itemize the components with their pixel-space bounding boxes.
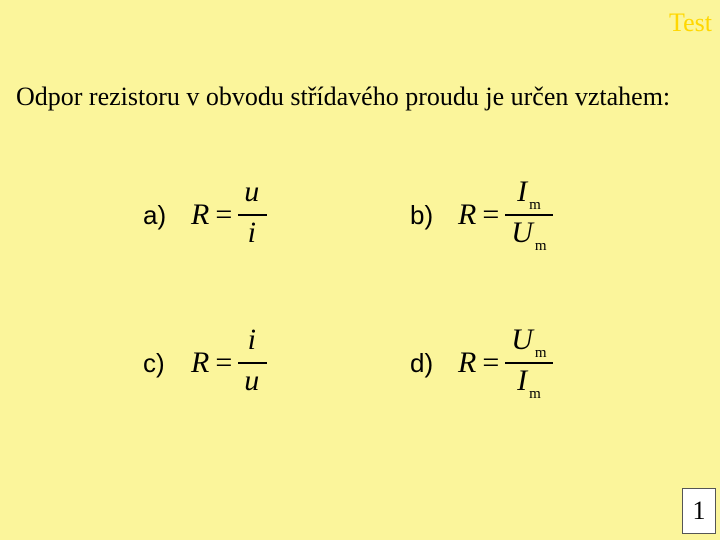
fraction — [505, 175, 552, 255]
option-b[interactable] — [410, 170, 553, 260]
equals-sign: = — [482, 346, 500, 379]
option-a[interactable] — [143, 170, 267, 260]
fraction — [238, 323, 267, 403]
numerator: i — [247, 323, 256, 356]
equals-sign: = — [215, 198, 233, 231]
fraction — [238, 175, 267, 255]
option-d[interactable] — [410, 318, 553, 408]
denominator: i — [247, 216, 256, 249]
equals-sign: = — [215, 346, 233, 379]
page-number: 1 — [682, 488, 716, 534]
option-letter: d) — [410, 347, 434, 378]
denominator: u — [244, 364, 260, 397]
numerator: u — [244, 175, 260, 208]
formula-lhs: R — [191, 346, 210, 379]
formula-lhs: R — [458, 346, 477, 379]
option-letter: b) — [410, 199, 434, 230]
slide-label: Test — [669, 8, 712, 37]
fraction — [505, 323, 552, 403]
option-letter: c) — [143, 347, 165, 378]
question-text: Odpor rezistoru v obvodu střídavého proudu je určen vztahem: — [16, 82, 671, 111]
denominator: U $_m$ — [511, 216, 547, 254]
option-letter: a) — [143, 199, 167, 230]
denominator: I $_m$ — [517, 364, 541, 402]
numerator: U $_m$ — [511, 323, 547, 361]
numerator: I $_m$ — [517, 175, 541, 213]
formula-lhs: R — [191, 198, 210, 231]
option-c[interactable] — [143, 318, 267, 408]
equals-sign: = — [482, 198, 500, 231]
formula-lhs: R — [458, 198, 477, 231]
